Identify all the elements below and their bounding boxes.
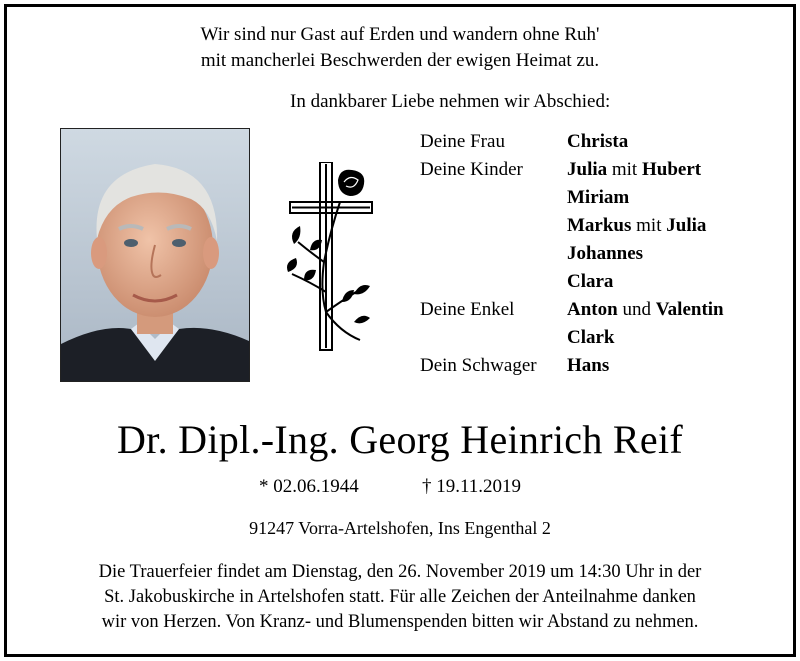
family-row-children (420, 156, 724, 184)
notice-line-2: St. Jakobuskirche in Artelshofen statt. Für alle Zeichen der Anteilnahme danken (104, 587, 696, 607)
family-list (420, 128, 724, 380)
name-connector: und (617, 299, 656, 320)
family-row-grandchildren (420, 296, 724, 324)
relation-label: Deine Kinder (420, 159, 523, 180)
family-name: Clark (567, 327, 615, 348)
name-connector: mit (631, 215, 667, 236)
family-row-wife (420, 128, 724, 156)
family-name: Hans (567, 355, 610, 376)
poem-line-2: mit mancherlei Beschwerden der ewigen Heimat zu. (200, 50, 600, 71)
portrait-photo (60, 128, 250, 382)
birth-date: * 02.06.1944 (259, 476, 359, 497)
notice-line-3: wir von Herzen. Von Kranz- und Blumenspenden bitten wir Abstand zu nehmen. (101, 612, 699, 632)
notice-line-1: Die Trauerfeier findet am Dienstag, den 26. November 2019 um 14:30 Uhr in der (98, 562, 702, 582)
family-name: Valentin (655, 299, 724, 320)
family-name: Markus (567, 215, 632, 236)
family-row-grandchildren (420, 324, 724, 352)
family-name: Anton (567, 299, 618, 320)
poem-line-1: Wir sind nur Gast auf Erden und wandern ohne Ruh' (200, 24, 600, 45)
family-row-children (420, 212, 724, 240)
cross-with-rose-icon (280, 162, 380, 354)
portrait-image (61, 129, 249, 381)
name-connector: mit (607, 159, 642, 180)
family-row-brother-in-law (420, 352, 724, 380)
family-name: Clara (567, 271, 614, 292)
relation-label: Deine Enkel (420, 299, 515, 320)
family-row-children (420, 268, 724, 296)
family-name: Johannes (567, 243, 644, 264)
family-name: Christa (567, 131, 629, 152)
family-row-children (420, 240, 724, 268)
death-date: † 19.11.2019 (422, 476, 522, 497)
funeral-notice (0, 560, 800, 635)
deceased-name: Dr. Dipl.-Ing. Georg Heinrich Reif (116, 417, 683, 462)
family-name: Hubert (641, 159, 702, 180)
family-name: Julia (567, 159, 608, 180)
farewell-intro: In dankbarer Liebe nehmen wir Abschied: (290, 91, 611, 112)
poem (0, 22, 800, 74)
relation-label: Dein Schwager (420, 355, 537, 376)
address: 91247 Vorra-Artelshofen, Ins Engenthal 2 (249, 518, 551, 538)
family-name: Julia (666, 215, 707, 236)
relation-label: Deine Frau (420, 131, 505, 152)
family-row-children (420, 184, 724, 212)
family-name: Miriam (567, 187, 630, 208)
